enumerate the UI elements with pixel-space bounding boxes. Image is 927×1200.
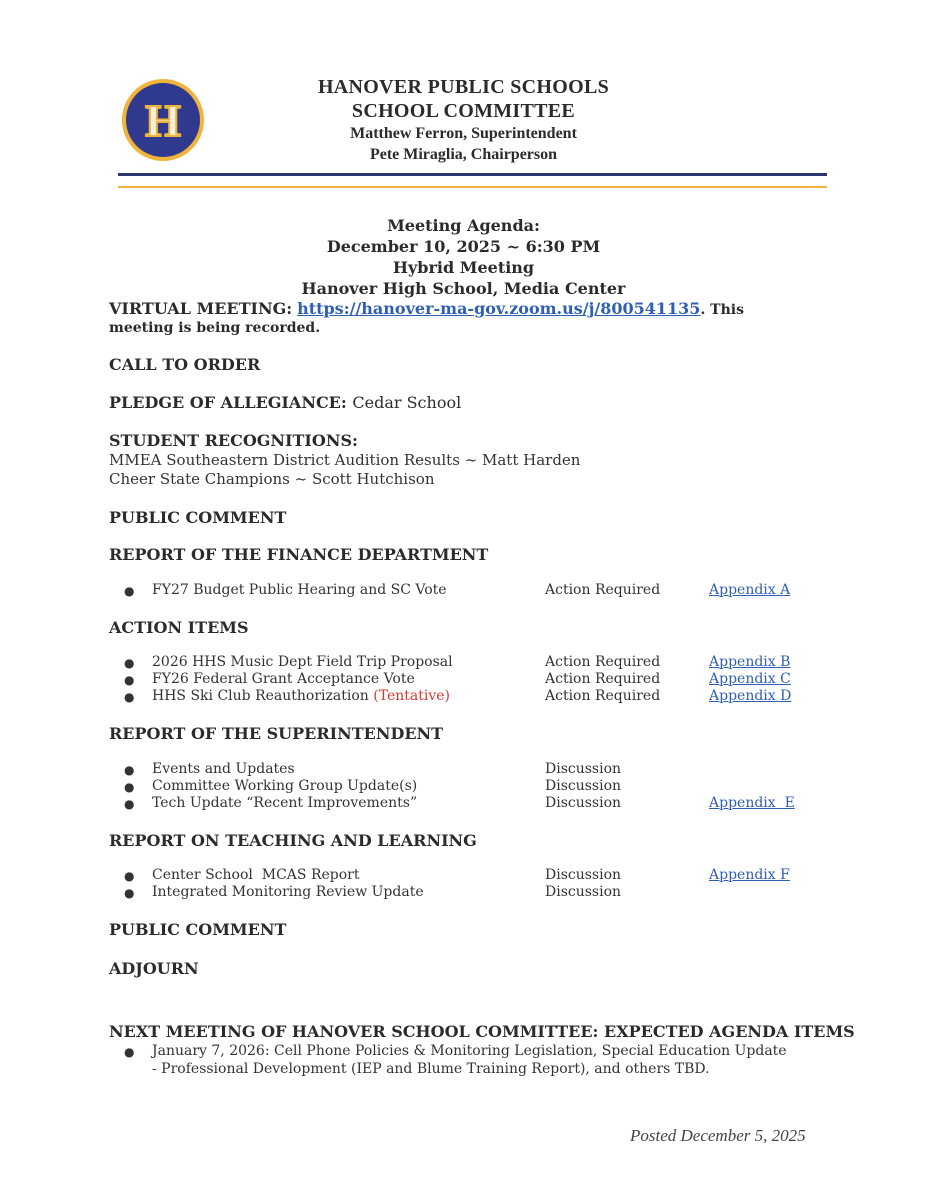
teaching-learning-heading: REPORT ON TEACHING AND LEARNING: [109, 831, 477, 850]
appendix-link[interactable]: Appendix E: [709, 795, 795, 811]
finance-heading: REPORT OF THE FINANCE DEPARTMENT: [109, 545, 489, 564]
item-status: Action Required: [545, 671, 661, 687]
public-comment-heading: PUBLIC COMMENT: [109, 920, 287, 939]
agenda-item: Tech Update “Recent Improvements”: [152, 795, 418, 811]
bullet: ●: [124, 584, 135, 598]
action-items-heading: ACTION ITEMS: [109, 618, 249, 637]
org-name: HANOVER PUBLIC SCHOOLS: [317, 76, 610, 98]
item-status: Discussion: [545, 761, 622, 777]
bullet: ●: [124, 690, 135, 704]
recognition-item: Cheer State Champions ~ Scott Hutchison: [109, 470, 435, 488]
pledge-value: Cedar School: [352, 393, 462, 412]
appendix-link[interactable]: Appendix D: [709, 688, 792, 704]
meeting-type: Hybrid Meeting: [392, 258, 535, 277]
virtual-meeting: [109, 300, 799, 337]
pledge-label: PLEDGE OF ALLEGIANCE:: [109, 393, 347, 412]
adjourn-heading: ADJOURN: [109, 959, 199, 978]
pledge-heading: [109, 393, 461, 412]
agenda-item: Integrated Monitoring Review Update: [152, 884, 424, 900]
meeting-location: Hanover High School, Media Center: [301, 279, 626, 298]
recording-note: . This meeting is being recorded.: [109, 302, 744, 336]
agenda-item: 2026 HHS Music Dept Field Trip Proposal: [152, 654, 453, 670]
item-status: Action Required: [545, 654, 661, 670]
posted-date: Posted December 5, 2025: [630, 1126, 806, 1145]
next-meeting-heading: NEXT MEETING OF HANOVER SCHOOL COMMITTEE: EXPECTED AGENDA ITEMS: [109, 1022, 855, 1041]
bullet: ●: [124, 886, 135, 900]
call-to-order: CALL TO ORDER: [109, 355, 261, 374]
meeting-datetime: December 10, 2025 ~ 6:30 PM: [326, 237, 601, 256]
bullet: ●: [124, 780, 135, 794]
recognition-item: MMEA Southeastern District Audition Results ~ Matt Harden: [109, 451, 581, 469]
header-rule-gold: [118, 186, 827, 188]
item-status: Discussion: [545, 884, 622, 900]
agenda-item: Events and Updates: [152, 761, 295, 777]
item-status: Action Required: [545, 582, 661, 598]
agenda-item: Committee Working Group Update(s): [152, 778, 418, 794]
appendix-link[interactable]: Appendix C: [709, 671, 791, 687]
committee-name: SCHOOL COMMITTEE: [351, 100, 576, 122]
tentative-tag: (Tentative): [373, 688, 450, 704]
item-status: Discussion: [545, 795, 622, 811]
zoom-link[interactable]: https://hanover-ma-gov.zoom.us/j/800541135: [297, 299, 701, 318]
bullet: ●: [124, 1045, 135, 1059]
bullet: ●: [124, 656, 135, 670]
public-comment-heading: PUBLIC COMMENT: [109, 508, 287, 527]
appendix-link[interactable]: Appendix A: [709, 582, 791, 598]
bullet: ●: [124, 673, 135, 687]
item-status: Discussion: [545, 778, 622, 794]
item-status: Discussion: [545, 867, 622, 883]
appendix-link[interactable]: Appendix F: [709, 867, 790, 883]
header-rule-navy: [118, 173, 827, 176]
item-status: Action Required: [545, 688, 661, 704]
logo-letter: H: [145, 95, 181, 146]
superintendent-name: Matthew Ferron, Superintendent: [350, 125, 577, 142]
appendix-link[interactable]: Appendix B: [709, 654, 791, 670]
agenda-item-text: HHS Ski Club Reauthorization: [152, 688, 369, 704]
next-meeting-item: January 7, 2026: Cell Phone Policies & Monitoring Legislation, Special Education Update - Professional Development (IEP and Blume Training Report), and others TBD.: [152, 1043, 787, 1077]
agenda-item: FY26 Federal Grant Acceptance Vote: [152, 671, 415, 687]
bullet: ●: [124, 797, 135, 811]
agenda-item: FY27 Budget Public Hearing and SC Vote: [152, 582, 447, 598]
agenda-item: Center School MCAS Report: [152, 867, 360, 883]
bullet: ●: [124, 763, 135, 777]
agenda-title: Meeting Agenda:: [387, 216, 540, 235]
agenda-item: [152, 688, 450, 704]
chairperson-name: Pete Miraglia, Chairperson: [369, 146, 558, 163]
superintendent-heading: REPORT OF THE SUPERINTENDENT: [109, 724, 444, 743]
recognitions-heading: STUDENT RECOGNITIONS:: [109, 431, 358, 450]
virtual-meeting-label: VIRTUAL MEETING:: [109, 299, 293, 318]
bullet: ●: [124, 869, 135, 883]
